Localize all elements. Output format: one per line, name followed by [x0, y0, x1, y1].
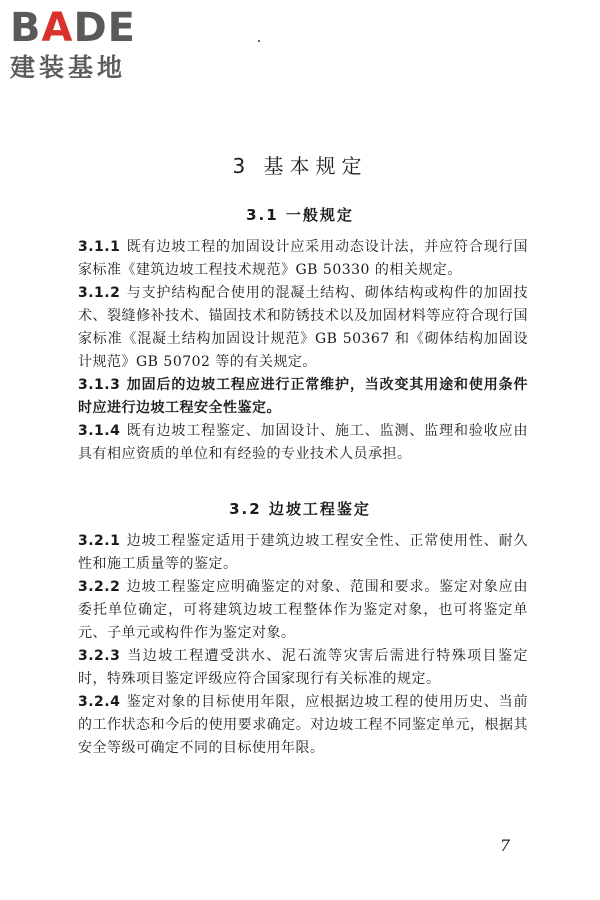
page-number: 7 [499, 836, 510, 855]
logo-subtitle: 建装基地 [10, 53, 127, 82]
section-title-3-1: 3.1 一般规定 [246, 206, 354, 224]
clause-3-2-4: 3.2.4 鉴定对象的目标使用年限，应根据边坡工程的使用历史、当前的工作状态和今后的使用要求确定。对边坡工程不同鉴定单元，根据其安全等级可确定不同的目标使用年限。 [78, 694, 528, 756]
clause-3-1-2: 3.1.2 与支护结构配合使用的混凝土结构、砌体结构或构件的加固技术、裂缝修补技术、锚固技术和防锈技术以及加固材料等应符合现行国家标准《混凝土结构加固设计规范》GB 50367 和《砌体结构加固设计规范》GB 50702 等的有关规定。 [78, 285, 528, 370]
section-title-3-2: 3.2 边坡工程鉴定 [229, 500, 371, 518]
clause-3-2-3: 3.2.3 当边坡工程遭受洪水、泥石流等灾害后需进行特殊项目鉴定时，特殊项目鉴定评级应符合国家现行有关标准的规定。 [78, 648, 528, 687]
brand-logo [10, 6, 180, 84]
clause-3-1-1: 3.1.1 既有边坡工程的加固设计应采用动态设计法，并应符合现行国家标准《建筑边坡工程技术规范》GB 50330 的相关规定。 [78, 239, 528, 278]
scan-speck [258, 40, 260, 42]
logo-brand-text: BADE [10, 5, 136, 51]
clause-3-2-1: 3.2.1 边坡工程鉴定适用于建筑边坡工程安全性、正常使用性、耐久性和施工质量等的鉴定。 [78, 533, 528, 572]
clause-3-2-2: 3.2.2 边坡工程鉴定应明确鉴定的对象、范围和要求。鉴定对象应由委托单位确定，可将建筑边坡工程整体作为鉴定对象，也可将鉴定单元、子单元或构件作为鉴定对象。 [78, 579, 528, 641]
section-3-1-body [78, 236, 528, 466]
chapter-title: 3 基本规定 [232, 154, 368, 178]
section-3-2-body [78, 530, 528, 760]
clause-3-1-4: 3.1.4 既有边坡工程鉴定、加固设计、施工、监测、监理和验收应由具有相应资质的单位和有经验的专业技术人员承担。 [78, 423, 528, 462]
clause-3-1-3: 3.1.3 加固后的边坡工程应进行正常维护，当改变其用途和使用条件时应进行边坡工程安全性鉴定。 [78, 377, 528, 416]
